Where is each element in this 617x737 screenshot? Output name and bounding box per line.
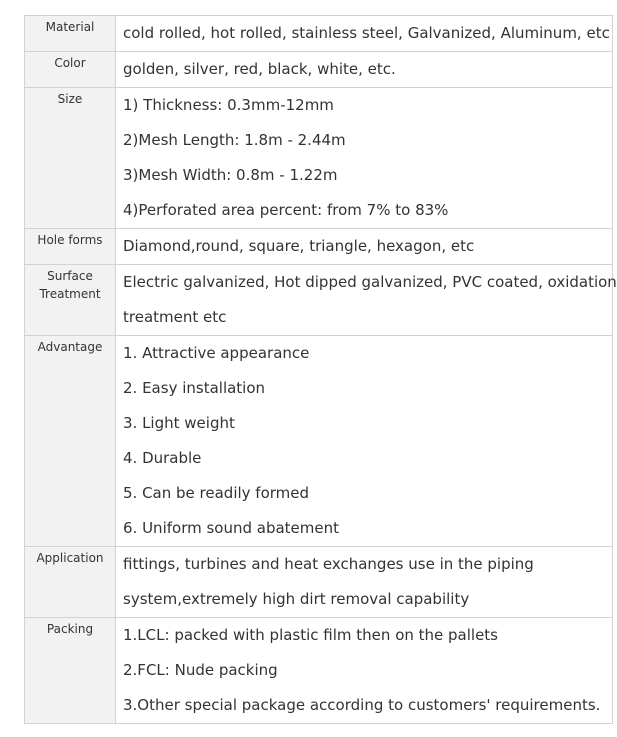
table-row bbox=[25, 547, 613, 618]
row-label-material: Material bbox=[25, 16, 116, 52]
row-value-advantage bbox=[116, 336, 613, 547]
row-value-packing bbox=[116, 618, 613, 724]
row-label-packing: Packing bbox=[25, 618, 116, 724]
value-line: golden, silver, red, black, white, etc. bbox=[123, 60, 396, 78]
row-value-color bbox=[116, 52, 613, 88]
table-row bbox=[25, 16, 613, 52]
row-label-application: Application bbox=[25, 547, 116, 618]
value-line: 2)Mesh Length: 1.8m - 2.44m bbox=[123, 131, 346, 149]
table-row bbox=[25, 336, 613, 547]
value-line: 4. Durable bbox=[123, 449, 202, 467]
table-row bbox=[25, 265, 613, 336]
row-label-advantage: Advantage bbox=[25, 336, 116, 547]
value-line: 2. Easy installation bbox=[123, 379, 266, 397]
value-line: Electric galvanized, Hot dipped galvanized, PVC coated, oxidation bbox=[123, 273, 617, 291]
value-line: 3)Mesh Width: 0.8m - 1.22m bbox=[123, 166, 338, 184]
row-value-application bbox=[116, 547, 613, 618]
value-line: 2.FCL: Nude packing bbox=[123, 661, 278, 679]
row-value-size bbox=[116, 88, 613, 229]
row-value-hole-forms bbox=[116, 229, 613, 265]
value-line: 1.LCL: packed with plastic film then on the pallets bbox=[123, 626, 498, 644]
value-line: 4)Perforated area percent: from 7% to 83% bbox=[123, 201, 449, 219]
row-label-color: Color bbox=[25, 52, 116, 88]
value-line: 1. Attractive appearance bbox=[123, 344, 310, 362]
table-row bbox=[25, 88, 613, 229]
table-row bbox=[25, 618, 613, 724]
row-label-size: Size bbox=[25, 88, 116, 229]
value-line: 5. Can be readily formed bbox=[123, 484, 310, 502]
value-line: Diamond,round, square, triangle, hexagon, etc bbox=[123, 237, 475, 255]
value-line: treatment etc bbox=[123, 308, 227, 326]
value-line: 1) Thickness: 0.3mm-12mm bbox=[123, 96, 334, 114]
row-value-material bbox=[116, 16, 613, 52]
value-line: 6. Uniform sound abatement bbox=[123, 519, 340, 537]
value-line: 3. Light weight bbox=[123, 414, 235, 432]
row-label-surface-treatment: Surface Treatment bbox=[25, 265, 116, 336]
row-label-hole-forms: Hole forms bbox=[25, 229, 116, 265]
specification-table bbox=[24, 15, 617, 724]
value-line: system,extremely high dirt removal capability bbox=[123, 590, 470, 608]
table-row bbox=[25, 229, 613, 265]
value-line: 3.Other special package according to customers' requirements. bbox=[123, 696, 601, 714]
row-value-surface-treatment bbox=[116, 265, 617, 336]
value-line: cold rolled, hot rolled, stainless steel, Galvanized, Aluminum, etc bbox=[123, 24, 610, 42]
table-row bbox=[25, 52, 613, 88]
value-line: fittings, turbines and heat exchanges use in the piping bbox=[123, 555, 534, 573]
